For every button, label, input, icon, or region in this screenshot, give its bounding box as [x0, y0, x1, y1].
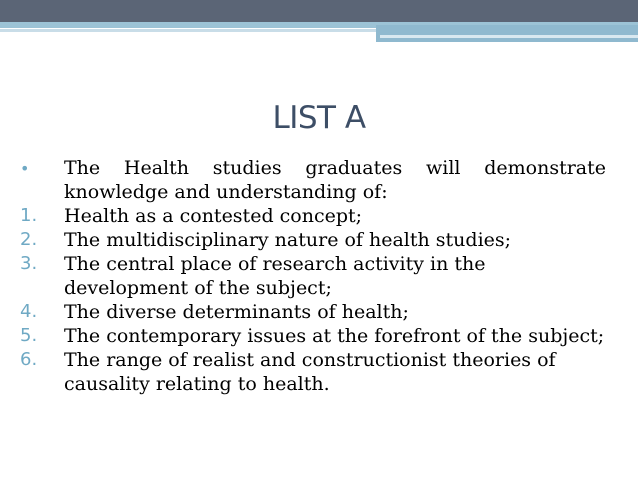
list-item	[20, 228, 606, 252]
list-item-text: The contemporary issues at the forefront of the subject;	[64, 325, 605, 347]
banner-right-block	[376, 25, 638, 42]
list-item	[20, 300, 606, 324]
header-banner	[0, 0, 638, 46]
intro-text: The Health studies graduates will demonstrate knowledge and understanding of:	[64, 157, 606, 203]
list-item	[20, 204, 606, 228]
banner-right-stripe	[380, 35, 638, 38]
slide-title: LIST A	[272, 100, 366, 136]
banner-dark-band	[0, 0, 638, 22]
intro-bullet	[20, 156, 606, 204]
list-number: 5.	[20, 325, 38, 346]
list-number: 4.	[20, 301, 38, 322]
list-item-text: The diverse determinants of health;	[64, 301, 409, 323]
slide-body	[20, 156, 606, 396]
list-item	[20, 324, 606, 348]
list-number: 2.	[20, 229, 38, 250]
list-item-text: The multidisciplinary nature of health studies;	[64, 229, 512, 251]
list-item-text: The range of realist and constructionist theories of causality relating to health.	[64, 349, 556, 395]
bullet-marker: •	[20, 159, 30, 178]
list-item	[20, 252, 606, 300]
list-item-text: The central place of research activity in the development of the subject;	[64, 253, 486, 299]
list-item	[20, 348, 606, 396]
list-number: 3.	[20, 253, 38, 274]
list-number: 1.	[20, 205, 38, 226]
list-number: 6.	[20, 349, 38, 370]
list-item-text: Health as a contested concept;	[64, 205, 363, 227]
